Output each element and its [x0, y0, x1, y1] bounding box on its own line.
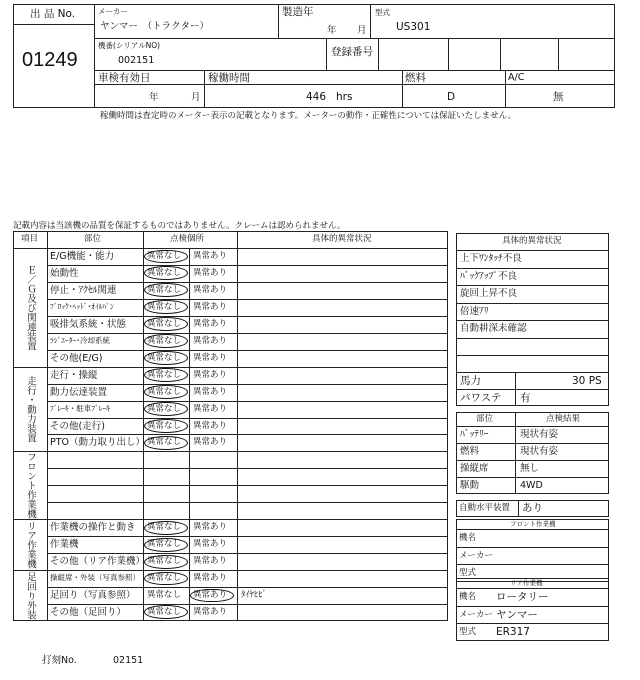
front-implement-panel-row-label: メーカー — [459, 550, 493, 561]
selected-oval — [144, 555, 188, 569]
power-label: 馬力 — [460, 375, 481, 387]
insp-row-value: 4WD — [520, 480, 543, 491]
quality-note: 記載内容は当該機の品質を保証するものではありません。クレームは認められません。 — [13, 221, 346, 231]
abnormal-panel-title: 具体的異常状況 — [502, 236, 562, 246]
part-label: 動力伝達装置 — [50, 386, 108, 398]
maker-label: メーカー — [98, 7, 128, 16]
abnormal-option[interactable]: 異常あり — [193, 573, 228, 584]
ac-label: A/C — [508, 72, 525, 83]
col-check: 点検個所 — [170, 234, 205, 244]
part-label: 走行・操縦 — [50, 369, 98, 381]
selected-oval — [144, 402, 188, 416]
detail-text: ﾀｲﾔﾋﾋﾞ — [241, 590, 267, 600]
front-implement-panel-row-label: 型式 — [459, 568, 477, 578]
selected-oval — [144, 538, 188, 552]
part-label: 操縦席・外装（写真参照） — [50, 573, 140, 583]
hours-unit: hrs — [336, 91, 353, 103]
registration-label: 登録番号 — [331, 46, 373, 58]
normal-option[interactable]: 異常なし — [147, 606, 182, 617]
col-item: 項目 — [21, 234, 39, 244]
part-label: その他(走行) — [50, 420, 105, 432]
part-label: その他(E/G) — [50, 352, 103, 364]
section-title: 足回り外装 — [24, 571, 36, 620]
section-title: フロント作業機 — [24, 452, 36, 519]
col-detail: 具体的異常状況 — [312, 234, 372, 244]
selected-oval — [144, 436, 188, 450]
rear-implement-panel-row-value: ヤンマー — [496, 608, 538, 621]
normal-option[interactable]: 異常なし — [147, 437, 182, 448]
normal-option[interactable]: 異常なし — [147, 267, 182, 278]
abnormal-option[interactable]: 異常あり — [193, 369, 228, 380]
part-label: ﾌﾞﾚｰｷ・駐車ﾌﾞﾚｰｷ — [50, 403, 110, 413]
section-title: 走行・動力装置 — [24, 375, 36, 443]
insp-row-label: 操縦席 — [460, 463, 489, 474]
normal-option[interactable]: 異常なし — [147, 335, 182, 346]
abnormal-option[interactable]: 異常あり — [193, 284, 228, 295]
part-label: ﾗｼﾞｴｰﾀｰ･冷却系統 — [50, 335, 110, 345]
normal-option[interactable]: 異常なし — [147, 573, 182, 584]
normal-option[interactable]: 異常なし — [147, 539, 182, 550]
abnormal-option[interactable]: 異常あり — [193, 352, 228, 363]
normal-option[interactable]: 異常なし — [147, 369, 182, 380]
fuel-label: 燃料 — [405, 72, 426, 84]
serial-label: 機番(シリアルNO) — [98, 41, 161, 50]
normal-option[interactable]: 異常なし — [147, 403, 182, 414]
abnormal-option[interactable]: 異常あり — [193, 403, 228, 414]
abnormal-item: 旋回上昇不良 — [460, 288, 518, 299]
abnormal-option[interactable]: 異常あり — [193, 267, 228, 278]
normal-option[interactable]: 異常なし — [147, 251, 182, 261]
powersteer-value: 有 — [520, 392, 531, 404]
abnormal-item: 倍速ｱﾘ — [460, 305, 489, 317]
fuel-value: D — [447, 91, 456, 103]
month-unit: 月 — [357, 25, 367, 36]
hours-value: 446 — [306, 91, 327, 103]
rear-implement-panel-row-label: メーカー — [459, 609, 493, 620]
auto-level-label: 自動水平装置 — [459, 503, 511, 513]
abnormal-option[interactable]: 異常あり — [193, 301, 228, 312]
part-label: E/G機能・能力 — [50, 251, 115, 262]
maker-value: ヤンマー （トラクター） — [100, 21, 209, 32]
part-label: 作業機の操作と動き — [50, 522, 136, 534]
stamp-label: 打刻No. — [42, 655, 77, 666]
abnormal-option[interactable]: 異常あり — [193, 437, 228, 448]
col-part: 部位 — [84, 234, 102, 244]
exhibit-number: 01249 — [22, 49, 78, 71]
hours-note: 稼働時間は査定時のメーター表示の記載となります。メーターの動作・正確性については保証いたしません。 — [100, 111, 517, 121]
model-value: US301 — [396, 21, 431, 33]
insp-row-label: 燃料 — [460, 446, 480, 457]
part-label: 吸排気系統・状態 — [50, 318, 127, 330]
inspection-month-unit: 月 — [191, 92, 201, 103]
model-label: 型式 — [375, 8, 390, 17]
power-value: 30 PS — [572, 375, 602, 387]
abnormal-option[interactable]: 異常あり — [193, 420, 228, 431]
rear-implement-panel-row-label: 機名 — [459, 592, 477, 602]
year-label: 製造年 — [282, 6, 314, 18]
part-label: 停止・ｱｸｾﾙ関連 — [50, 284, 117, 296]
stamp-value: 02151 — [113, 655, 144, 666]
abnormal-option[interactable]: 異常あり — [193, 318, 228, 329]
normal-option[interactable]: 異常なし — [147, 590, 182, 600]
abnormal-option[interactable]: 異常あり — [193, 386, 228, 397]
part-label: 足回り（写真参照） — [50, 590, 136, 601]
inspection-year-unit: 年 — [149, 92, 159, 103]
part-label: PTO（動力取り出し） — [50, 437, 146, 449]
abnormal-item: 上下ﾜﾝﾀｯﾁ不良 — [460, 253, 522, 264]
section-title: リア作業機 — [24, 520, 36, 569]
abnormal-item: 自動耕深未確認 — [460, 323, 527, 334]
part-label: ﾌﾞﾛｯｸ･ﾍｯﾄﾞ･ｵｲﾙﾊﾟﾝ — [50, 301, 114, 311]
abnormal-option[interactable]: 異常あり — [193, 335, 228, 346]
abnormal-option[interactable]: 異常あり — [193, 539, 228, 550]
insp-row-value: 無し — [520, 463, 540, 474]
insp-row-value: 現状有姿 — [520, 446, 559, 457]
part-label: 作業機 — [50, 539, 79, 551]
normal-option[interactable]: 異常なし — [147, 522, 182, 533]
abnormal-item: ﾊﾞｯｸｱｯﾌﾟ不良 — [460, 270, 518, 282]
serial-value: 002151 — [118, 55, 155, 66]
year-unit: 年 — [327, 25, 337, 36]
part-label: 始動性 — [50, 267, 79, 279]
selected-oval — [144, 521, 188, 535]
insp-row-label: 駆動 — [460, 480, 480, 491]
auto-level-value: あり — [522, 502, 543, 514]
front-implement-panel-row-label: 機名 — [459, 533, 477, 543]
part-label: その他（リア作業機） — [50, 556, 146, 568]
ac-value: 無 — [553, 91, 564, 103]
abnormal-option[interactable]: 異常あり — [193, 522, 228, 533]
selected-oval — [144, 385, 188, 399]
insp-row-label: ﾊﾞｯﾃﾘｰ — [460, 429, 489, 440]
part-label: その他（足回り） — [50, 606, 127, 618]
rear-implement-panel-title: リア作業機 — [510, 579, 543, 587]
hours-label: 稼働時間 — [208, 72, 250, 84]
abnormal-option[interactable]: 異常あり — [193, 606, 228, 617]
section-title: Ｅ／Ｇ及び関連装置 — [24, 264, 36, 351]
powersteer-label: パワステ — [460, 392, 502, 404]
normal-option[interactable]: 異常なし — [147, 556, 182, 567]
normal-option[interactable]: 異常なし — [147, 420, 182, 431]
inspection-label: 車検有効日 — [98, 72, 151, 84]
normal-option[interactable]: 異常なし — [147, 318, 182, 329]
selected-oval — [144, 419, 188, 433]
abnormal-option[interactable]: 異常あり — [193, 251, 228, 261]
front-implement-panel-title: フロント作業機 — [510, 520, 556, 528]
normal-option[interactable]: 異常なし — [147, 352, 182, 363]
exhibit-label: 出 品 No. — [30, 8, 76, 20]
insp-result-header: 点検結果 — [546, 414, 581, 424]
abnormal-option[interactable]: 異常あり — [193, 590, 228, 600]
normal-option[interactable]: 異常なし — [147, 301, 182, 312]
insp-row-value: 現状有姿 — [520, 429, 559, 440]
rear-implement-panel-row-label: 型式 — [459, 627, 477, 637]
insp-part-header: 部位 — [476, 414, 494, 424]
rear-implement-panel-row-value: ロータリー — [496, 591, 549, 603]
normal-option[interactable]: 異常なし — [147, 284, 182, 295]
abnormal-option[interactable]: 異常あり — [193, 556, 228, 567]
rear-implement-panel-row-value: ER317 — [496, 626, 530, 638]
selected-oval — [144, 368, 188, 382]
normal-option[interactable]: 異常なし — [147, 386, 182, 397]
